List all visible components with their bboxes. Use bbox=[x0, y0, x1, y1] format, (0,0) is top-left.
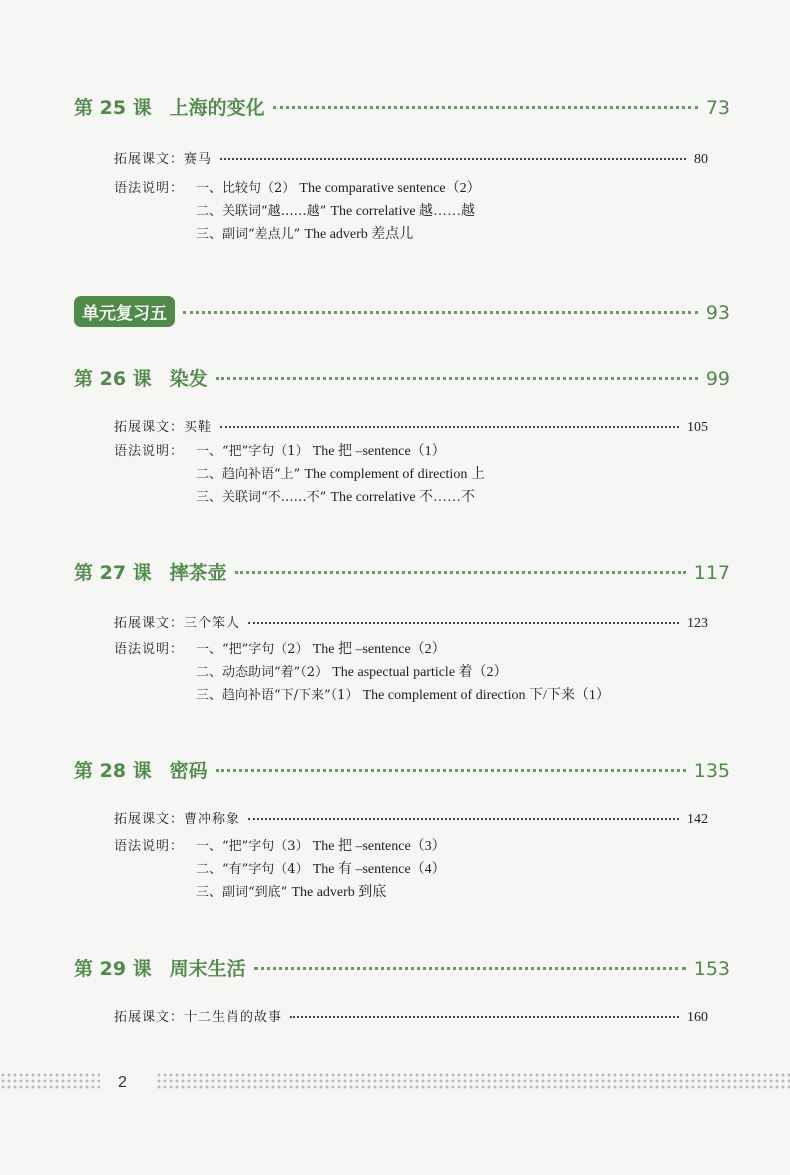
lesson-page: 73 bbox=[705, 97, 730, 119]
dot-leader bbox=[254, 967, 686, 970]
extension-label: 拓展课文： bbox=[114, 420, 185, 435]
grammar-item: 一、“把”字句（1） The 把 –sentence（1） bbox=[196, 444, 446, 459]
extension-label: 拓展课文： bbox=[114, 812, 185, 827]
extension-text-entry[interactable] bbox=[114, 612, 708, 632]
lesson-page: 117 bbox=[693, 562, 730, 584]
lesson-title: 染发 bbox=[169, 368, 208, 390]
grammar-item: 三、趋向补语“下/下来”（1） The complement of direction 下/下来（1） bbox=[196, 688, 610, 703]
dot-leader bbox=[216, 769, 686, 772]
lesson-29-heading[interactable] bbox=[74, 954, 730, 988]
dot-leader bbox=[248, 818, 679, 820]
unit-review-badge: 单元复习五 bbox=[74, 296, 175, 327]
lesson-page: 99 bbox=[705, 368, 730, 390]
dot-leader bbox=[248, 622, 679, 624]
extension-label: 拓展课文： bbox=[114, 616, 185, 631]
lesson-27-heading[interactable] bbox=[74, 558, 730, 592]
footer-dot-pattern-right bbox=[156, 1072, 790, 1090]
extension-page: 80 bbox=[694, 152, 708, 167]
lesson-title: 上海的变化 bbox=[169, 97, 265, 119]
grammar-item: 一、“把”字句（2） The 把 –sentence（2） bbox=[196, 642, 446, 657]
extension-title: 曹冲称象 bbox=[184, 812, 241, 827]
extension-page: 160 bbox=[687, 1010, 708, 1025]
lesson-number: 第 26 课 bbox=[74, 368, 152, 390]
lesson-number: 第 25 课 bbox=[74, 97, 152, 119]
extension-page: 142 bbox=[687, 812, 708, 827]
extension-label: 拓展课文： bbox=[114, 152, 185, 167]
extension-text-entry[interactable] bbox=[114, 1006, 708, 1026]
extension-text-entry[interactable] bbox=[114, 148, 708, 168]
grammar-item: 二、关联词“越……越” The correlative 越……越 bbox=[196, 204, 476, 219]
grammar-item: 三、关联词“不……不” The correlative 不……不 bbox=[196, 490, 476, 505]
dot-leader bbox=[220, 158, 686, 160]
lesson-title: 摔茶壶 bbox=[169, 562, 227, 584]
dot-leader bbox=[273, 106, 698, 109]
page-number: 2 bbox=[118, 1074, 127, 1091]
lesson-26-heading[interactable] bbox=[74, 364, 730, 398]
extension-label: 拓展课文： bbox=[114, 1010, 185, 1025]
grammar-item: 二、“有”字句（4） The 有 –sentence（4） bbox=[196, 862, 446, 877]
lesson-28-heading[interactable] bbox=[74, 756, 730, 790]
grammar-label: 语法说明： bbox=[114, 839, 185, 854]
grammar-item: 三、副词“差点儿” The adverb 差点儿 bbox=[196, 227, 414, 242]
lesson-title: 周末生活 bbox=[169, 958, 246, 980]
lesson-number: 第 29 课 bbox=[74, 958, 152, 980]
lesson-25-heading[interactable] bbox=[74, 93, 730, 127]
lesson-title: 密码 bbox=[169, 760, 208, 782]
lesson-page: 153 bbox=[693, 958, 730, 980]
extension-page: 123 bbox=[687, 616, 708, 631]
extension-title: 三个笨人 bbox=[184, 616, 241, 631]
grammar-item: 三、副词“到底” The adverb 到底 bbox=[196, 885, 387, 900]
lesson-number: 第 27 课 bbox=[74, 562, 152, 584]
grammar-label: 语法说明： bbox=[114, 642, 185, 657]
dot-leader bbox=[235, 571, 686, 574]
grammar-item: 一、“把”字句（3） The 把 –sentence（3） bbox=[196, 839, 446, 854]
extension-title: 赛马 bbox=[184, 152, 213, 167]
unit-review-page: 93 bbox=[705, 302, 730, 324]
lesson-number: 第 28 课 bbox=[74, 760, 152, 782]
extension-page: 105 bbox=[687, 420, 708, 435]
unit-review-heading[interactable] bbox=[74, 296, 730, 330]
grammar-item: 二、趋向补语“上” The complement of direction 上 bbox=[196, 467, 485, 482]
grammar-item: 一、比较句（2） The comparative sentence（2） bbox=[196, 181, 481, 196]
dot-leader bbox=[290, 1016, 679, 1018]
lesson-page: 135 bbox=[693, 760, 730, 782]
extension-title: 买鞋 bbox=[184, 420, 213, 435]
extension-text-entry[interactable] bbox=[114, 416, 708, 436]
footer-dot-pattern-left bbox=[0, 1072, 100, 1090]
grammar-label: 语法说明： bbox=[114, 444, 185, 459]
dot-leader bbox=[220, 426, 679, 428]
extension-text-entry[interactable] bbox=[114, 808, 708, 828]
grammar-item: 二、动态助词“着”（2） The aspectual particle 着（2） bbox=[196, 665, 508, 680]
extension-title: 十二生肖的故事 bbox=[184, 1010, 283, 1025]
grammar-label: 语法说明： bbox=[114, 181, 185, 196]
dot-leader bbox=[183, 311, 698, 314]
dot-leader bbox=[216, 377, 698, 380]
